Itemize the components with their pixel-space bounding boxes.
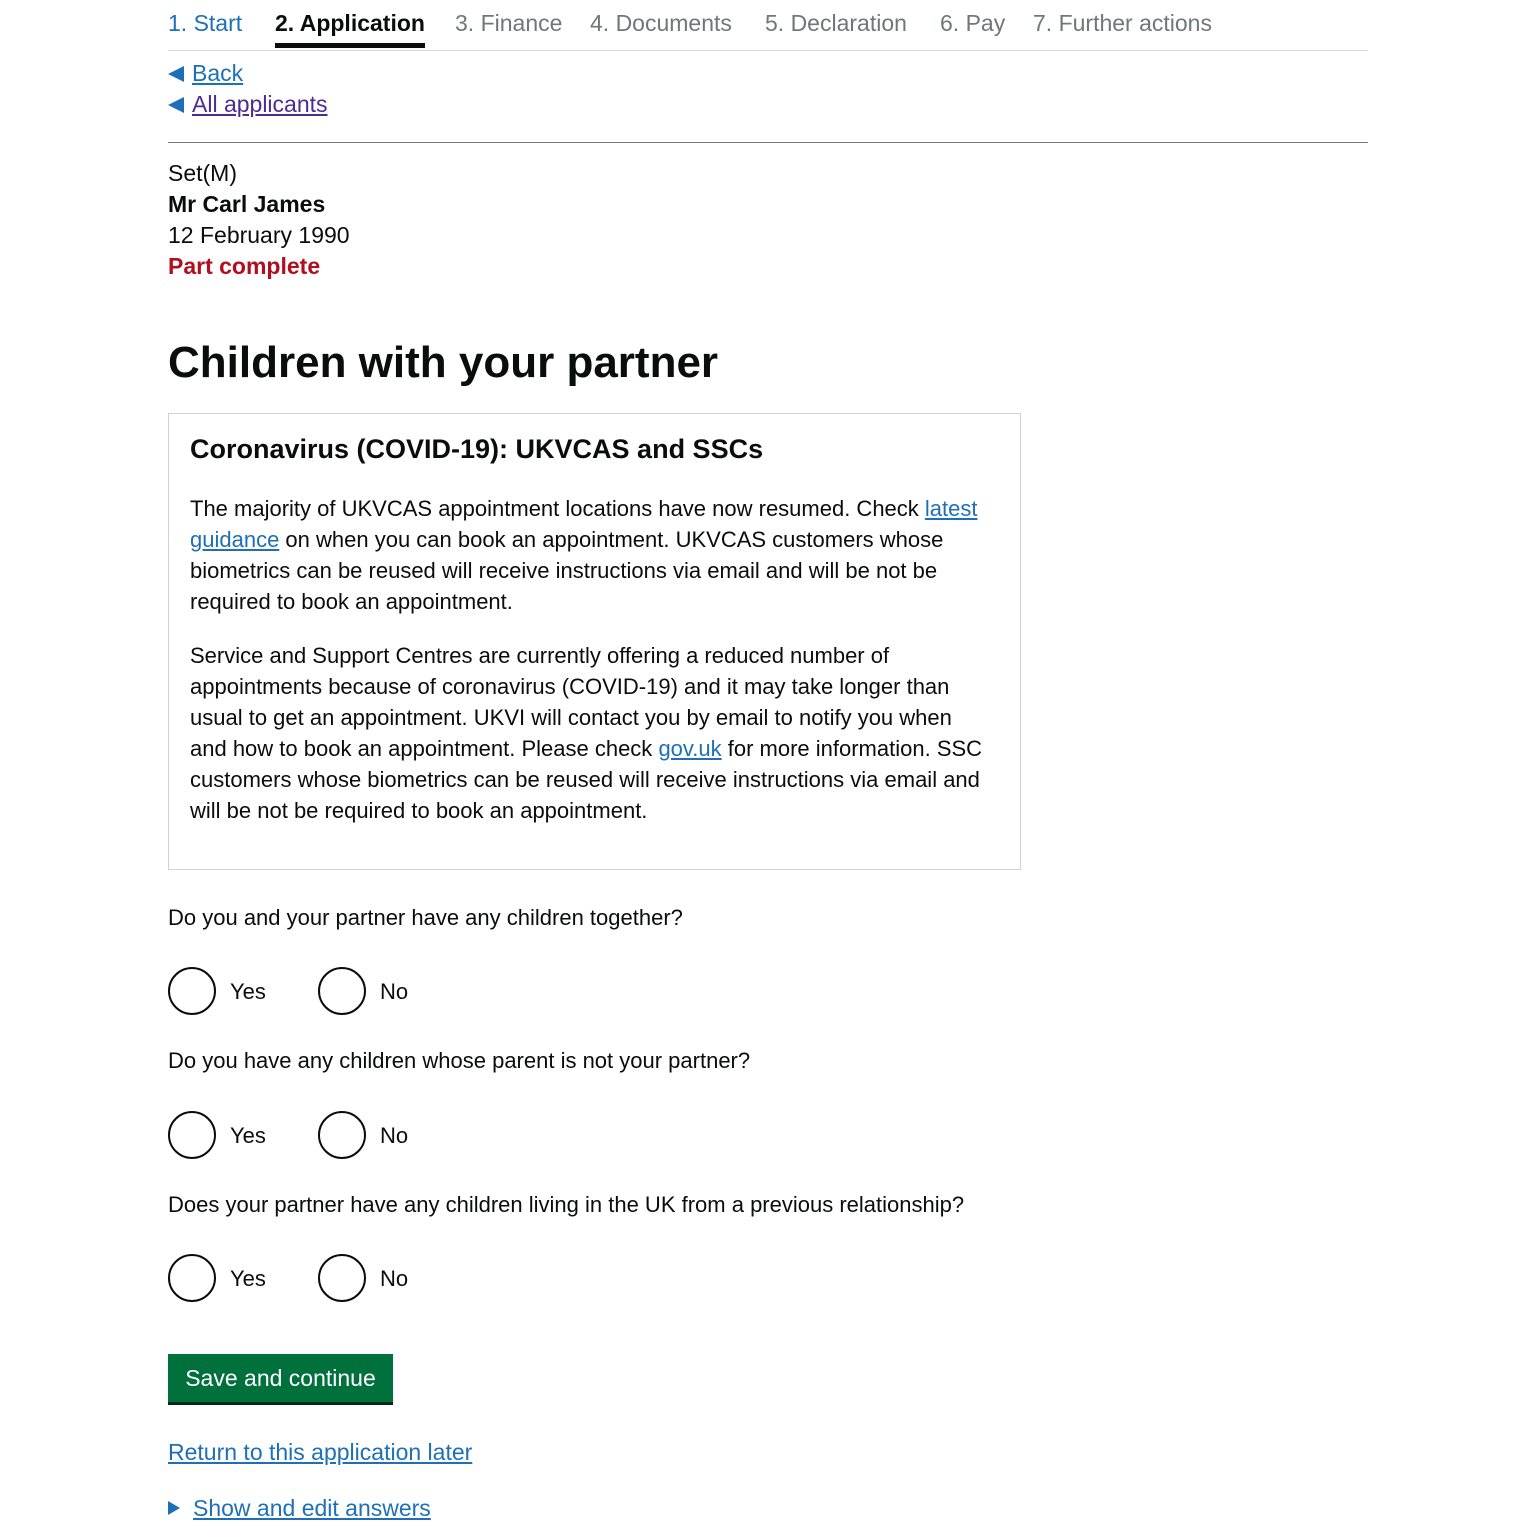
radio-label: No [380,1266,409,1291]
section-divider [168,142,1368,143]
radio-label: No [380,979,409,1004]
show-edit-answers-link[interactable]: Show and edit answers [193,1495,431,1521]
radio-group-partner-children-uk [168,1254,568,1302]
back-link-row [168,60,243,87]
radio-circle[interactable] [318,1254,366,1302]
radio-circle[interactable] [168,1111,216,1159]
covid-notice-panel [168,413,1021,870]
step-start[interactable]: 1. Start [168,10,243,36]
radio-label: Yes [230,1123,266,1148]
notice-text: for more information. SSC customers whose biometrics can be reused will receive instructions via email and will be not be required to book an appointment. [190,736,983,823]
return-later-link[interactable]: Return to this application later [168,1439,473,1465]
radio-circle[interactable] [318,1111,366,1159]
applicant-name: Mr Carl James [168,191,326,217]
save-and-continue-button[interactable]: Save and continue [168,1354,393,1402]
page-title: Children with your partner [168,338,719,387]
notice-paragraph-1 [190,493,990,617]
show-answers-details [168,1495,431,1522]
notice-text: Service and Support Centres are currently offering a reduced number of appointments because of coronavirus (COVID-19) and it may take longer than usual to get an appointment. UKVI will contact you by email to notify you when and how to book an appointment. Please check [190,643,952,761]
radio-circle[interactable] [168,967,216,1015]
radio-group-children-other-parent [168,1111,568,1159]
back-link[interactable]: Back [192,60,244,86]
step-pay: 6. Pay [940,10,1006,36]
gov-uk-link[interactable]: gov.uk [658,736,722,761]
question-children-together: Do you and your partner have any children together? [168,905,683,930]
applicant-dob: 12 February 1990 [168,222,350,248]
all-applicants-link-row [168,91,328,118]
expand-triangle-icon[interactable] [168,1501,180,1515]
status-badge: Part complete [168,253,321,279]
latest-guidance-link[interactable]: latest guidance [190,496,978,552]
step-declaration: 5. Declaration [765,10,907,36]
back-arrow-icon [168,97,184,113]
question-children-other-parent: Do you have any children whose parent is not your partner? [168,1048,751,1073]
step-finance: 3. Finance [455,10,563,36]
notice-paragraph-2 [190,640,990,826]
radio-circle[interactable] [168,1254,216,1302]
step-further-actions: 7. Further actions [1033,10,1212,36]
step-navigation [168,0,1368,51]
all-applicants-link[interactable]: All applicants [192,91,328,117]
radio-label: No [380,1123,409,1148]
applicant-set: Set(M) [168,160,237,186]
back-arrow-icon [168,66,184,82]
question-partner-children-uk: Does your partner have any children living in the UK from a previous relationship? [168,1192,965,1217]
radio-label: Yes [230,1266,266,1291]
radio-circle[interactable] [318,967,366,1015]
notice-text: The majority of UKVCAS appointment locations have now resumed. Check [190,496,925,521]
notice-heading: Coronavirus (COVID-19): UKVCAS and SSCs [190,434,764,464]
radio-label: Yes [230,979,266,1004]
radio-group-children-together [168,967,568,1015]
notice-text: on when you can book an appointment. UKVCAS customers whose biometrics can be reused will receive instructions via email and will be not be required to book an appointment. [190,527,944,614]
step-application: 2. Application [275,10,425,36]
step-documents: 4. Documents [590,10,732,36]
